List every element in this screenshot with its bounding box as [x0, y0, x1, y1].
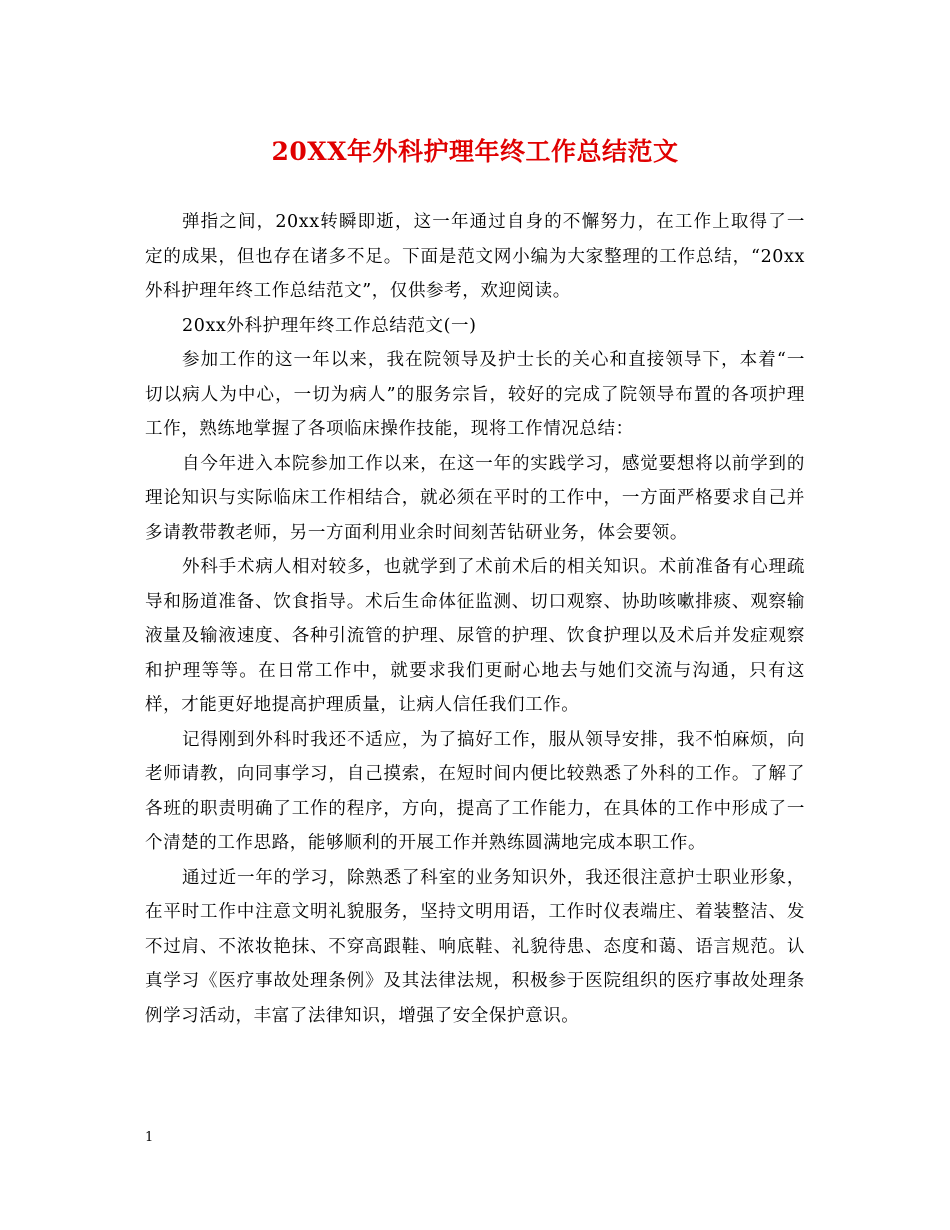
paragraph-surgical-care: 外科手术病人相对较多，也就学到了术前术后的相关知识。术前准备有心理疏导和肠道准备、饮食指导。术后生命体征监测、切口观察、协助咳嗽排痰、观察输液量及输液速度、各种引流管的护理、尿管的护理、饮食护理以及术后并发症观察和护理等等。在日常工作中，就要求我们更耐心地去与她们交流与沟通，只有这样，才能更好地提高护理质量，让病人信任我们工作。 [145, 557, 805, 715]
page-number: 1 [145, 1130, 154, 1145]
paragraph-adaptation: 记得刚到外科时我还不适应，为了搞好工作，服从领导安排，我不怕麻烦，向老师请教，向同事学习，自己摸索，在短时间内便比较熟悉了外科的工作。了解了各班的职责明确了工作的程序，方向，提高了工作能力，在具体的工作中形成了一个清楚的工作思路，能够顺利的开展工作并熟练圆满地完成本职工作。 [145, 729, 805, 853]
paragraph-subheading: 20xx外科护理年终工作总结范文(一) [182, 315, 477, 336]
paragraph-overview: 参加工作的这一年以来，我在院领导及护士长的关心和直接领导下，本着“一切以病人为中心，一切为病人”的服务宗旨，较好的完成了院领导布置的各项护理工作，熟练地掌握了各项临床操作技能，现将工作情况总结： [145, 350, 805, 439]
paragraph-intro: 弹指之间，20xx转瞬即逝，这一年通过自身的不懈努力，在工作上取得了一定的成果，但也存在诸多不足。下面是范文网小编为大家整理的工作总结，“20xx外科护理年终工作总结范文”，仅供参考，欢迎阅读。 [145, 212, 805, 301]
paragraph-professional-image: 通过近一年的学习，除熟悉了科室的业务知识外，我还很注意护士职业形象，在平时工作中注意文明礼貌服务，坚持文明用语，工作时仪表端庄、着装整洁、发不过肩、不浓妆艳抹、不穿高跟鞋、响底鞋、礼貌待患、态度和蔼、语言规范。认真学习《医疗事故处理条例》及其法律法规，积极参于医院组织的医疗事故处理条例学习活动，丰富了法律知识，增强了安全保护意识。 [145, 867, 805, 1026]
document-title: 20XX年外科护理年终工作总结范文 [271, 137, 679, 166]
document-body [145, 205, 805, 1033]
paragraph-learning: 自今年进入本院参加工作以来，在这一年的实践学习，感觉要想将以前学到的理论知识与实际临床工作相结合，就必须在平时的工作中，一方面严格要求自己并多请教带教老师，另一方面利用业余时间刻苦钻研业务，体会要领。 [145, 453, 805, 543]
